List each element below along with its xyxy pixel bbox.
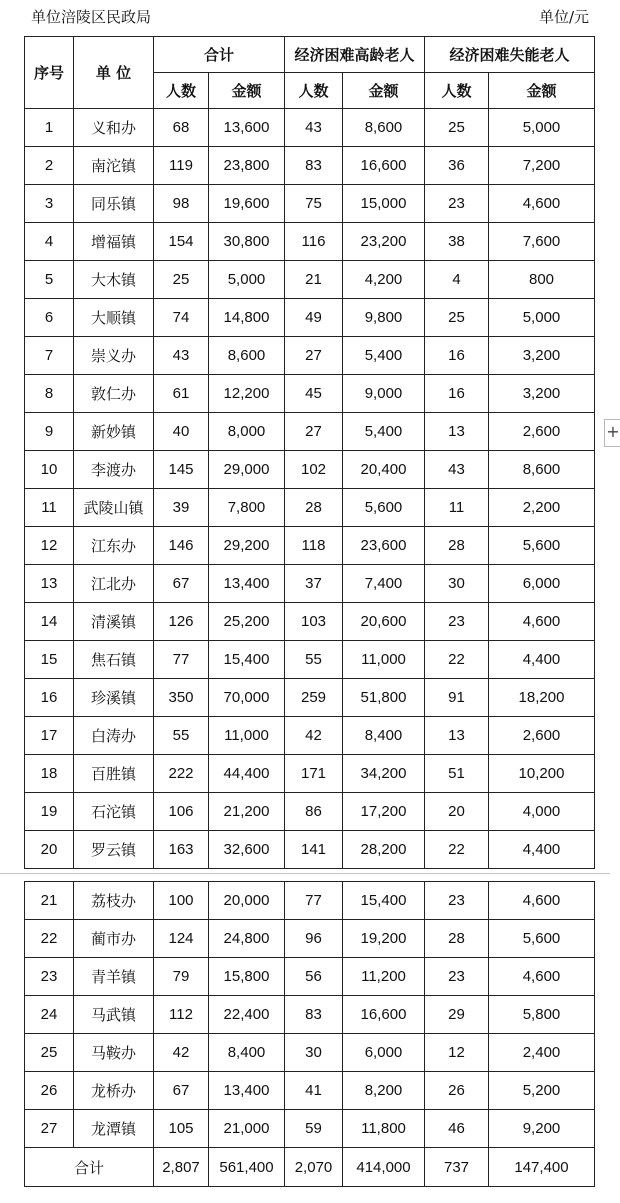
elderly-people-cell: 27 — [285, 413, 343, 451]
totals-disabled-people-cell: 737 — [425, 1148, 489, 1187]
table-row — [25, 1072, 595, 1110]
total-people-cell: 77 — [154, 641, 209, 679]
total-people-cell: 112 — [154, 996, 209, 1034]
elderly-amount-cell: 5,400 — [343, 413, 425, 451]
seq-cell: 23 — [25, 958, 74, 996]
disabled-people-cell: 25 — [425, 299, 489, 337]
seq-cell: 7 — [25, 337, 74, 375]
total-people-cell: 39 — [154, 489, 209, 527]
total-amount-cell: 19,600 — [209, 185, 285, 223]
disabled-amount-cell: 3,200 — [489, 375, 595, 413]
seq-cell: 17 — [25, 717, 74, 755]
elderly-people-cell: 49 — [285, 299, 343, 337]
unit-name-cell: 焦石镇 — [74, 641, 154, 679]
table-row — [25, 920, 595, 958]
total-amount-cell: 29,200 — [209, 527, 285, 565]
elderly-amount-cell: 16,600 — [343, 147, 425, 185]
total-people-cell: 163 — [154, 831, 209, 869]
header-disabled-amount: 金额 — [489, 73, 595, 109]
disabled-people-cell: 23 — [425, 603, 489, 641]
seq-cell: 18 — [25, 755, 74, 793]
seq-cell: 26 — [25, 1072, 74, 1110]
total-people-cell: 61 — [154, 375, 209, 413]
unit-name-cell: 石沱镇 — [74, 793, 154, 831]
unit-name-cell: 荔枝办 — [74, 882, 154, 920]
disabled-people-cell: 16 — [425, 337, 489, 375]
total-people-cell: 42 — [154, 1034, 209, 1072]
disabled-people-cell: 28 — [425, 527, 489, 565]
seq-cell: 14 — [25, 603, 74, 641]
totals-total-people-cell: 2,807 — [154, 1148, 209, 1187]
disabled-amount-cell: 4,600 — [489, 603, 595, 641]
seq-cell: 12 — [25, 527, 74, 565]
elderly-people-cell: 56 — [285, 958, 343, 996]
disabled-people-cell: 30 — [425, 565, 489, 603]
disabled-people-cell: 11 — [425, 489, 489, 527]
elderly-amount-cell: 28,200 — [343, 831, 425, 869]
disabled-people-cell: 20 — [425, 793, 489, 831]
table-row — [25, 261, 595, 299]
disabled-amount-cell: 8,600 — [489, 451, 595, 489]
disabled-amount-cell: 9,200 — [489, 1110, 595, 1148]
disabled-people-cell: 13 — [425, 717, 489, 755]
table-row — [25, 717, 595, 755]
table-row — [25, 413, 595, 451]
unit-name-cell: 马鞍办 — [74, 1034, 154, 1072]
elderly-amount-cell: 8,600 — [343, 109, 425, 147]
seq-cell: 16 — [25, 679, 74, 717]
elderly-people-cell: 43 — [285, 109, 343, 147]
total-amount-cell: 14,800 — [209, 299, 285, 337]
unit-name-cell: 清溪镇 — [74, 603, 154, 641]
total-people-cell: 105 — [154, 1110, 209, 1148]
unit-name-cell: 敦仁办 — [74, 375, 154, 413]
total-people-cell: 67 — [154, 1072, 209, 1110]
table-row — [25, 882, 595, 920]
disabled-people-cell: 28 — [425, 920, 489, 958]
subsidy-table-page-2 — [24, 881, 595, 1187]
elderly-people-cell: 45 — [285, 375, 343, 413]
disabled-people-cell: 23 — [425, 882, 489, 920]
elderly-people-cell: 171 — [285, 755, 343, 793]
disabled-people-cell: 26 — [425, 1072, 489, 1110]
header-disabled-people: 人数 — [425, 73, 489, 109]
seq-cell: 8 — [25, 375, 74, 413]
total-amount-cell: 8,400 — [209, 1034, 285, 1072]
disabled-people-cell: 29 — [425, 996, 489, 1034]
elderly-amount-cell: 16,600 — [343, 996, 425, 1034]
elderly-amount-cell: 11,000 — [343, 641, 425, 679]
total-amount-cell: 20,000 — [209, 882, 285, 920]
elderly-people-cell: 42 — [285, 717, 343, 755]
total-amount-cell: 15,800 — [209, 958, 285, 996]
header-elderly: 经济困难高龄老人 — [285, 37, 425, 73]
disabled-amount-cell: 5,000 — [489, 109, 595, 147]
elderly-amount-cell: 19,200 — [343, 920, 425, 958]
disabled-amount-cell: 4,400 — [489, 641, 595, 679]
issuing-unit: 单位涪陵区民政局 — [31, 8, 152, 26]
elderly-amount-cell: 9,000 — [343, 375, 425, 413]
unit-name-cell: 蔺市办 — [74, 920, 154, 958]
elderly-people-cell: 41 — [285, 1072, 343, 1110]
disabled-amount-cell: 10,200 — [489, 755, 595, 793]
elderly-people-cell: 30 — [285, 1034, 343, 1072]
elderly-amount-cell: 20,400 — [343, 451, 425, 489]
table-row — [25, 1034, 595, 1072]
table-row — [25, 451, 595, 489]
unit-name-cell: 大顺镇 — [74, 299, 154, 337]
disabled-people-cell: 38 — [425, 223, 489, 261]
elderly-amount-cell: 15,000 — [343, 185, 425, 223]
elderly-people-cell: 55 — [285, 641, 343, 679]
disabled-people-cell: 16 — [425, 375, 489, 413]
header-seq: 序号 — [25, 37, 74, 109]
seq-cell: 3 — [25, 185, 74, 223]
total-amount-cell: 13,400 — [209, 1072, 285, 1110]
elderly-amount-cell: 23,200 — [343, 223, 425, 261]
table-row — [25, 1110, 595, 1148]
totals-disabled-amount-cell: 147,400 — [489, 1148, 595, 1187]
total-amount-cell: 21,200 — [209, 793, 285, 831]
elderly-amount-cell: 4,200 — [343, 261, 425, 299]
total-amount-cell: 25,200 — [209, 603, 285, 641]
subsidy-table-page-1 — [24, 36, 595, 869]
unit-name-cell: 崇义办 — [74, 337, 154, 375]
elderly-people-cell: 21 — [285, 261, 343, 299]
disabled-amount-cell: 2,200 — [489, 489, 595, 527]
disabled-amount-cell: 5,600 — [489, 920, 595, 958]
total-people-cell: 40 — [154, 413, 209, 451]
elderly-people-cell: 103 — [285, 603, 343, 641]
disabled-amount-cell: 4,000 — [489, 793, 595, 831]
elderly-people-cell: 118 — [285, 527, 343, 565]
unit-name-cell: 江东办 — [74, 527, 154, 565]
elderly-amount-cell: 8,400 — [343, 717, 425, 755]
elderly-amount-cell: 20,600 — [343, 603, 425, 641]
table-row — [25, 375, 595, 413]
elderly-people-cell: 77 — [285, 882, 343, 920]
total-people-cell: 67 — [154, 565, 209, 603]
table-row — [25, 185, 595, 223]
header-elderly-people: 人数 — [285, 73, 343, 109]
table-row — [25, 793, 595, 831]
table-row — [25, 527, 595, 565]
total-amount-cell: 24,800 — [209, 920, 285, 958]
elderly-people-cell: 259 — [285, 679, 343, 717]
total-amount-cell: 44,400 — [209, 755, 285, 793]
elderly-people-cell: 83 — [285, 147, 343, 185]
elderly-people-cell: 28 — [285, 489, 343, 527]
seq-cell: 21 — [25, 882, 74, 920]
unit-name-cell: 增福镇 — [74, 223, 154, 261]
disabled-amount-cell: 2,600 — [489, 717, 595, 755]
header-total: 合计 — [154, 37, 285, 73]
total-people-cell: 154 — [154, 223, 209, 261]
table-row — [25, 299, 595, 337]
disabled-amount-cell: 3,200 — [489, 337, 595, 375]
elderly-people-cell: 141 — [285, 831, 343, 869]
total-amount-cell: 13,400 — [209, 565, 285, 603]
seq-cell: 6 — [25, 299, 74, 337]
table-row — [25, 109, 595, 147]
elderly-amount-cell: 34,200 — [343, 755, 425, 793]
elderly-amount-cell: 5,400 — [343, 337, 425, 375]
seq-cell: 9 — [25, 413, 74, 451]
elderly-amount-cell: 51,800 — [343, 679, 425, 717]
unit-name-cell: 百胜镇 — [74, 755, 154, 793]
unit-name-cell: 江北办 — [74, 565, 154, 603]
elderly-people-cell: 102 — [285, 451, 343, 489]
total-amount-cell: 7,800 — [209, 489, 285, 527]
seq-cell: 1 — [25, 109, 74, 147]
total-amount-cell: 8,000 — [209, 413, 285, 451]
seq-cell: 13 — [25, 565, 74, 603]
elderly-people-cell: 116 — [285, 223, 343, 261]
unit-name-cell: 义和办 — [74, 109, 154, 147]
total-people-cell: 55 — [154, 717, 209, 755]
total-people-cell: 68 — [154, 109, 209, 147]
disabled-amount-cell: 7,600 — [489, 223, 595, 261]
disabled-people-cell: 36 — [425, 147, 489, 185]
seq-cell: 27 — [25, 1110, 74, 1148]
header-unit: 单 位 — [74, 37, 154, 109]
disabled-amount-cell: 2,600 — [489, 413, 595, 451]
unit-name-cell: 马武镇 — [74, 996, 154, 1034]
total-amount-cell: 30,800 — [209, 223, 285, 261]
total-people-cell: 106 — [154, 793, 209, 831]
total-amount-cell: 22,400 — [209, 996, 285, 1034]
disabled-amount-cell: 18,200 — [489, 679, 595, 717]
disabled-amount-cell: 6,000 — [489, 565, 595, 603]
total-amount-cell: 11,000 — [209, 717, 285, 755]
unit-name-cell: 南沱镇 — [74, 147, 154, 185]
unit-name-cell: 龙潭镇 — [74, 1110, 154, 1148]
seq-cell: 4 — [25, 223, 74, 261]
total-people-cell: 119 — [154, 147, 209, 185]
elderly-amount-cell: 5,600 — [343, 489, 425, 527]
elderly-amount-cell: 11,800 — [343, 1110, 425, 1148]
total-amount-cell: 5,000 — [209, 261, 285, 299]
unit-name-cell: 武陵山镇 — [74, 489, 154, 527]
disabled-amount-cell: 4,600 — [489, 958, 595, 996]
unit-name-cell: 李渡办 — [74, 451, 154, 489]
unit-name-cell: 罗云镇 — [74, 831, 154, 869]
disabled-people-cell: 12 — [425, 1034, 489, 1072]
unit-name-cell: 白涛办 — [74, 717, 154, 755]
unit-name-cell: 新妙镇 — [74, 413, 154, 451]
table-row — [25, 147, 595, 185]
elderly-amount-cell: 8,200 — [343, 1072, 425, 1110]
total-people-cell: 100 — [154, 882, 209, 920]
total-amount-cell: 13,600 — [209, 109, 285, 147]
total-amount-cell: 15,400 — [209, 641, 285, 679]
disabled-people-cell: 51 — [425, 755, 489, 793]
total-people-cell: 79 — [154, 958, 209, 996]
elderly-people-cell: 83 — [285, 996, 343, 1034]
unit-name-cell: 大木镇 — [74, 261, 154, 299]
disabled-people-cell: 4 — [425, 261, 489, 299]
elderly-people-cell: 37 — [285, 565, 343, 603]
currency-unit: 单位/元 — [538, 8, 589, 26]
table-row — [25, 755, 595, 793]
total-amount-cell: 12,200 — [209, 375, 285, 413]
elderly-amount-cell: 23,600 — [343, 527, 425, 565]
elderly-people-cell: 59 — [285, 1110, 343, 1148]
elderly-amount-cell: 9,800 — [343, 299, 425, 337]
disabled-amount-cell: 4,600 — [489, 882, 595, 920]
table-row — [25, 958, 595, 996]
total-people-cell: 25 — [154, 261, 209, 299]
disabled-amount-cell: 800 — [489, 261, 595, 299]
disabled-people-cell: 46 — [425, 1110, 489, 1148]
table-row — [25, 996, 595, 1034]
disabled-people-cell: 22 — [425, 641, 489, 679]
disabled-people-cell: 22 — [425, 831, 489, 869]
disabled-amount-cell: 4,600 — [489, 185, 595, 223]
total-people-cell: 126 — [154, 603, 209, 641]
unit-name-cell: 珍溪镇 — [74, 679, 154, 717]
disabled-people-cell: 23 — [425, 185, 489, 223]
seq-cell: 20 — [25, 831, 74, 869]
total-people-cell: 145 — [154, 451, 209, 489]
table-row — [25, 603, 595, 641]
elderly-people-cell: 75 — [285, 185, 343, 223]
totals-elderly-people-cell: 2,070 — [285, 1148, 343, 1187]
header-row-group — [25, 37, 595, 73]
disabled-people-cell: 23 — [425, 958, 489, 996]
seq-cell: 10 — [25, 451, 74, 489]
elderly-people-cell: 96 — [285, 920, 343, 958]
expand-plus-icon[interactable]: + — [604, 419, 620, 447]
header-disabled: 经济困难失能老人 — [425, 37, 595, 73]
disabled-amount-cell: 5,600 — [489, 527, 595, 565]
table-row — [25, 831, 595, 869]
total-amount-cell: 70,000 — [209, 679, 285, 717]
total-people-cell: 74 — [154, 299, 209, 337]
table-row — [25, 223, 595, 261]
disabled-amount-cell: 4,400 — [489, 831, 595, 869]
seq-cell: 15 — [25, 641, 74, 679]
elderly-amount-cell: 15,400 — [343, 882, 425, 920]
table-row — [25, 565, 595, 603]
elderly-people-cell: 27 — [285, 337, 343, 375]
page-break-line — [0, 873, 610, 874]
total-amount-cell: 23,800 — [209, 147, 285, 185]
disabled-people-cell: 13 — [425, 413, 489, 451]
table-row — [25, 641, 595, 679]
seq-cell: 19 — [25, 793, 74, 831]
total-amount-cell: 29,000 — [209, 451, 285, 489]
elderly-amount-cell: 17,200 — [343, 793, 425, 831]
header-total-people: 人数 — [154, 73, 209, 109]
totals-row — [25, 1148, 595, 1187]
total-people-cell: 98 — [154, 185, 209, 223]
seq-cell: 5 — [25, 261, 74, 299]
disabled-amount-cell: 5,800 — [489, 996, 595, 1034]
seq-cell: 22 — [25, 920, 74, 958]
seq-cell: 24 — [25, 996, 74, 1034]
total-people-cell: 124 — [154, 920, 209, 958]
total-amount-cell: 21,000 — [209, 1110, 285, 1148]
unit-name-cell: 龙桥办 — [74, 1072, 154, 1110]
header-total-amount: 金额 — [209, 73, 285, 109]
total-people-cell: 146 — [154, 527, 209, 565]
header-elderly-amount: 金额 — [343, 73, 425, 109]
seq-cell: 2 — [25, 147, 74, 185]
total-people-cell: 222 — [154, 755, 209, 793]
elderly-people-cell: 86 — [285, 793, 343, 831]
unit-name-cell: 同乐镇 — [74, 185, 154, 223]
elderly-amount-cell: 6,000 — [343, 1034, 425, 1072]
elderly-amount-cell: 7,400 — [343, 565, 425, 603]
disabled-amount-cell: 5,200 — [489, 1072, 595, 1110]
seq-cell: 11 — [25, 489, 74, 527]
total-amount-cell: 32,600 — [209, 831, 285, 869]
totals-label: 合计 — [25, 1148, 154, 1187]
totals-total-amount-cell: 561,400 — [209, 1148, 285, 1187]
disabled-amount-cell: 7,200 — [489, 147, 595, 185]
total-amount-cell: 8,600 — [209, 337, 285, 375]
total-people-cell: 350 — [154, 679, 209, 717]
unit-name-cell: 青羊镇 — [74, 958, 154, 996]
disabled-people-cell: 25 — [425, 109, 489, 147]
table-row — [25, 337, 595, 375]
disabled-amount-cell: 5,000 — [489, 299, 595, 337]
table-row — [25, 679, 595, 717]
seq-cell: 25 — [25, 1034, 74, 1072]
table-row — [25, 489, 595, 527]
total-people-cell: 43 — [154, 337, 209, 375]
totals-elderly-amount-cell: 414,000 — [343, 1148, 425, 1187]
elderly-amount-cell: 11,200 — [343, 958, 425, 996]
disabled-people-cell: 91 — [425, 679, 489, 717]
disabled-amount-cell: 2,400 — [489, 1034, 595, 1072]
disabled-people-cell: 43 — [425, 451, 489, 489]
